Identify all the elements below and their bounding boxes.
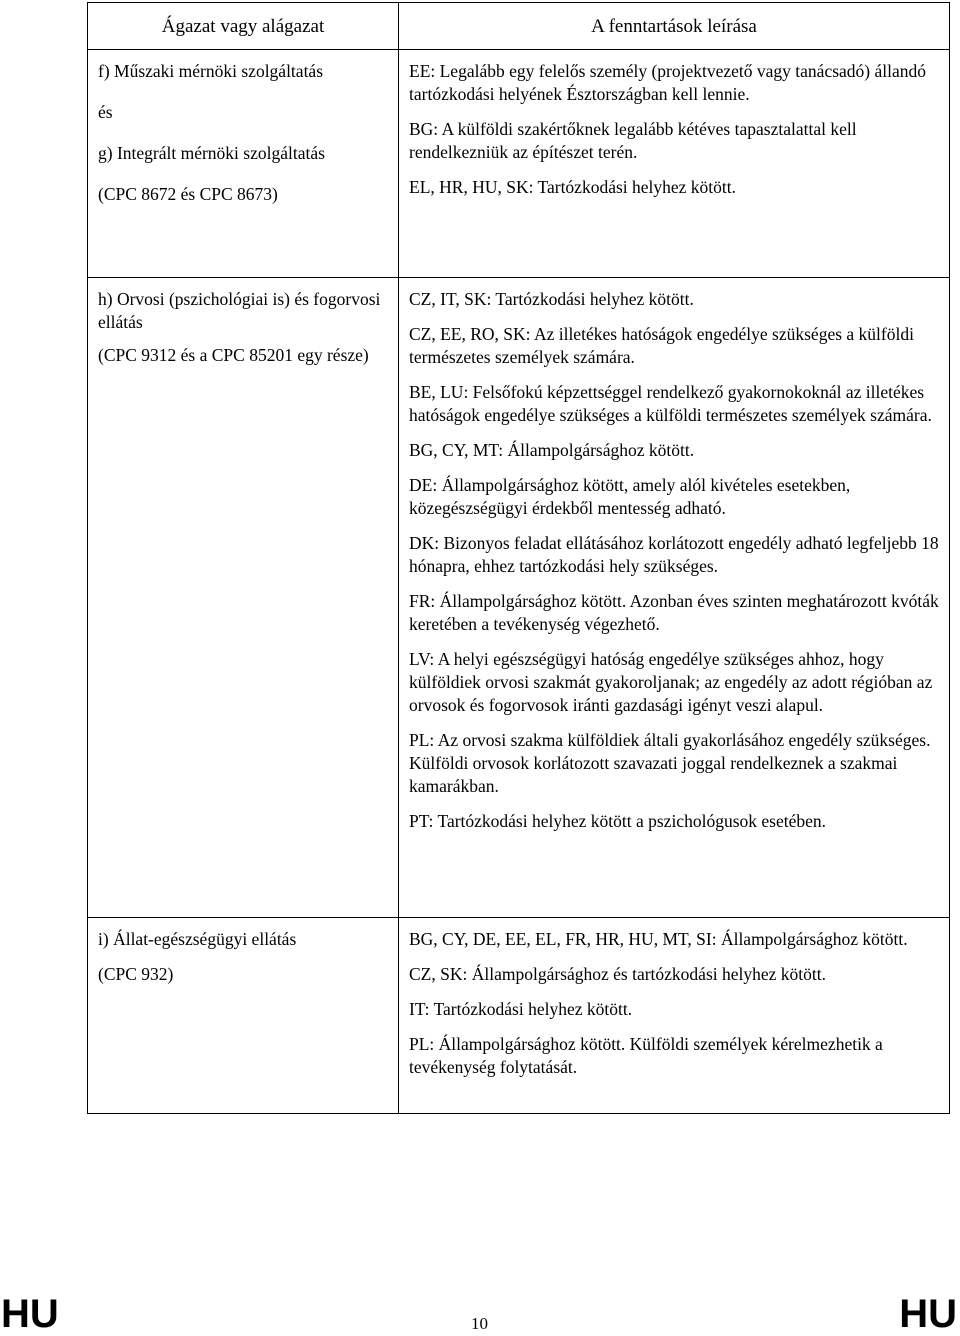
reservation-entry: DE: Állampolgársághoz kötött, amely alól kivételes esetekben, közegészségügyi érdekből mentesség adható. (409, 475, 851, 518)
table-header-row (88, 3, 950, 50)
reservation-entry: BG: A külföldi szakértőknek legalább kétéves tapasztalattal kell rendelkezniük az építészet terén. (409, 119, 857, 162)
sector-line: i) Állat-egészségügyi ellátás (98, 929, 297, 949)
reservation-entry: CZ, EE, RO, SK: Az illetékes hatóságok engedélye szükséges a külföldi természetes személyek számára. (409, 324, 914, 367)
reservations-cell (399, 918, 950, 1114)
table-row (88, 278, 950, 918)
sector-line: (CPC 9312 és a CPC 85201 egy része) (98, 345, 369, 365)
reservation-entry: BG, CY, MT: Állampolgársághoz kötött. (409, 440, 695, 460)
sector-line: (CPC 8672 és CPC 8673) (98, 184, 278, 204)
sector-cell (88, 918, 399, 1114)
reservation-entry: PL: Állampolgársághoz kötött. Külföldi személyek kérelmezhetik a tevékenység folytatását. (409, 1034, 883, 1077)
header-sector: Ágazat vagy alágazat (88, 3, 399, 50)
sector-line: g) Integrált mérnöki szolgáltatás (98, 143, 325, 163)
reservations-cell (399, 278, 950, 918)
reservations-cell (399, 50, 950, 278)
sector-cell (88, 50, 399, 278)
reservation-entry: PL: Az orvosi szakma külföldiek általi gyakorlásához engedély szükséges. Külföldi orvosok korlátozott szavazati joggal rendelkeznek a szakmai kamarákban. (409, 730, 931, 796)
sector-cell (88, 278, 399, 918)
sector-line: h) Orvosi (pszichológiai is) és fogorvosi ellátás (98, 289, 381, 332)
sector-line: (CPC 932) (98, 964, 174, 984)
reservation-entry: EE: Legalább egy felelős személy (projektvezető vagy tanácsadó) állandó tartózkodási helyének Észtországban kell lennie. (409, 61, 927, 104)
reservation-entry: LV: A helyi egészségügyi hatóság engedélye szükséges ahhoz, hogy külföldiek orvosi szakmát gyakoroljanak; az engedély az adott régióban az orvosok és fogorvosok iránti gazdasági igényt veszi alapul. (409, 649, 933, 715)
header-reservations: A fenntartások leírása (399, 3, 950, 50)
reservation-entry: CZ, SK: Állampolgársághoz és tartózkodási helyhez kötött. (409, 964, 826, 984)
reservation-entry: BE, LU: Felsőfokú képzettséggel rendelkező gyakornokoknál az illetékes hatóságok engedélye szükséges a külföldi természetes személyek számára. (409, 382, 932, 425)
reservation-entry: BG, CY, DE, EE, EL, FR, HR, HU, MT, SI: Állampolgársághoz kötött. (409, 929, 908, 949)
reservation-entry: IT: Tartózkodási helyhez kötött. (409, 999, 633, 1019)
table-row (88, 50, 950, 278)
reservation-entry: FR: Állampolgársághoz kötött. Azonban éves szinten meghatározott kvóták keretében a tevékenység végezhető. (409, 591, 939, 634)
reservations-table (87, 2, 950, 1114)
reservation-entry: EL, HR, HU, SK: Tartózkodási helyhez kötött. (409, 177, 737, 197)
sector-line: és (98, 102, 113, 122)
reservation-entry: CZ, IT, SK: Tartózkodási helyhez kötött. (409, 289, 694, 309)
reservation-entry: DK: Bizonyos feladat ellátásához korlátozott engedély adható legfeljebb 18 hónapra, ehhez tartózkodási hely szükséges. (409, 533, 939, 576)
table-row (88, 918, 950, 1114)
footer-language-code-right: HU (899, 1292, 957, 1336)
page-number: 10 (471, 1314, 488, 1333)
sector-line: f) Műszaki mérnöki szolgáltatás (98, 61, 324, 81)
footer-language-code-left: HU (1, 1292, 59, 1336)
reservation-entry: PT: Tartózkodási helyhez kötött a pszichológusok esetében. (409, 811, 826, 831)
